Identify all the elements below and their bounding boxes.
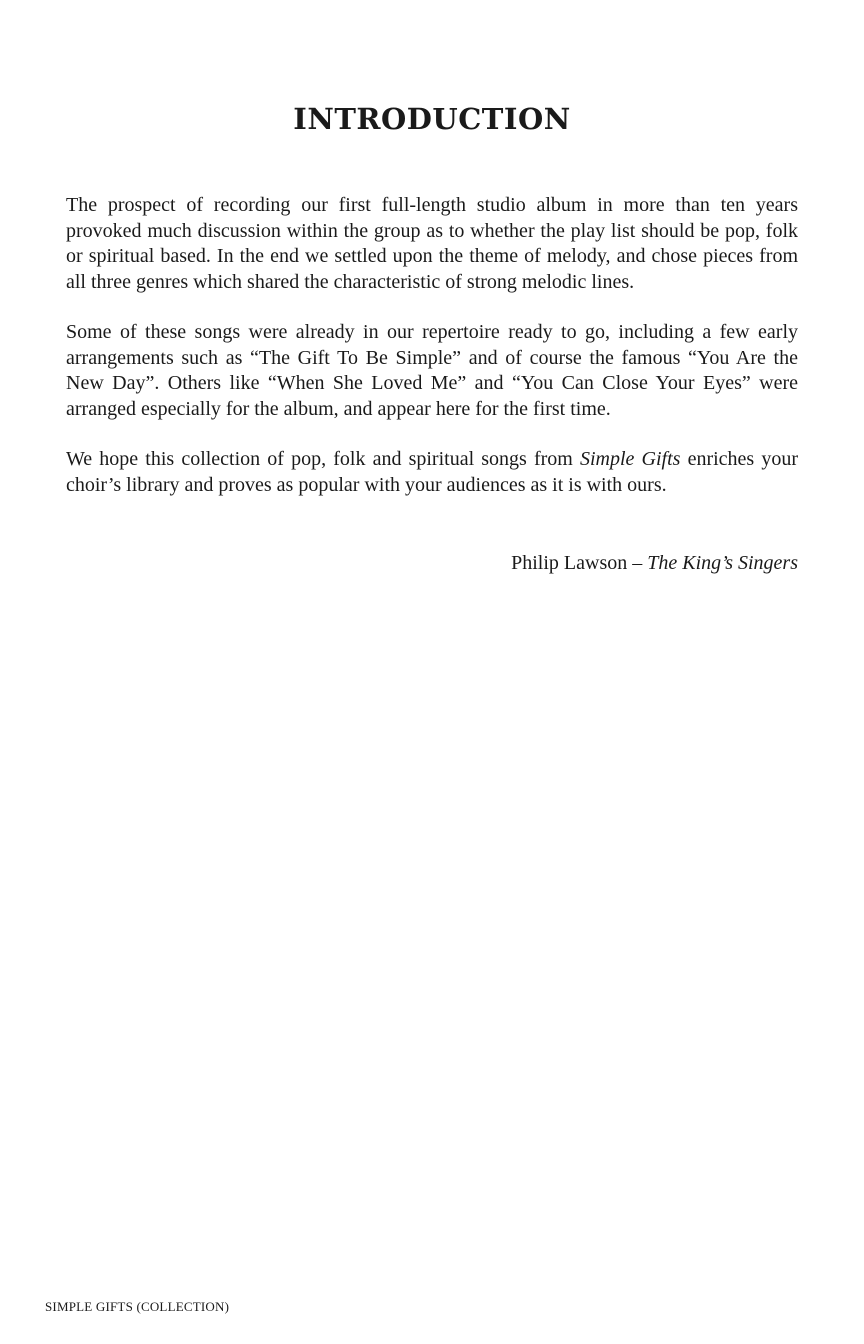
paragraph-1: The prospect of recording our first full-length studio album in more than ten years provoked much discussion within the group as to whether the play list should be pop, folk or spiritual based. In the end we settled upon the theme of melody, and chose pieces from all three genres which shared the characteristic of strong melodic lines. bbox=[66, 194, 798, 293]
page-title: INTRODUCTION bbox=[293, 102, 571, 136]
paragraph-3 bbox=[66, 447, 798, 498]
album-title: Simple Gifts bbox=[579, 448, 681, 470]
signature-author: Philip Lawson – bbox=[511, 552, 648, 574]
paragraph-3-text-start: We hope this collection of pop, folk and spiritual songs from bbox=[66, 448, 580, 470]
introduction-body bbox=[66, 193, 798, 523]
signature-group: The King’s Singers bbox=[647, 552, 798, 574]
signature bbox=[511, 551, 798, 577]
page-footer: SIMPLE GIFTS (COLLECTION) bbox=[45, 1299, 230, 1314]
paragraph-3-text-end: enriches your choir’s library and proves as popular with your audiences as it is with ours. bbox=[66, 448, 798, 496]
paragraph-2: Some of these songs were already in our repertoire ready to go, including a few early arrangements such as “The Gift To Be Simple” and of course the famous “You Are the New Day”. Others like “When She Loved Me” and “You Can Close Your Eyes” were arranged especially for the album, and appear here for the first time. bbox=[66, 321, 798, 420]
